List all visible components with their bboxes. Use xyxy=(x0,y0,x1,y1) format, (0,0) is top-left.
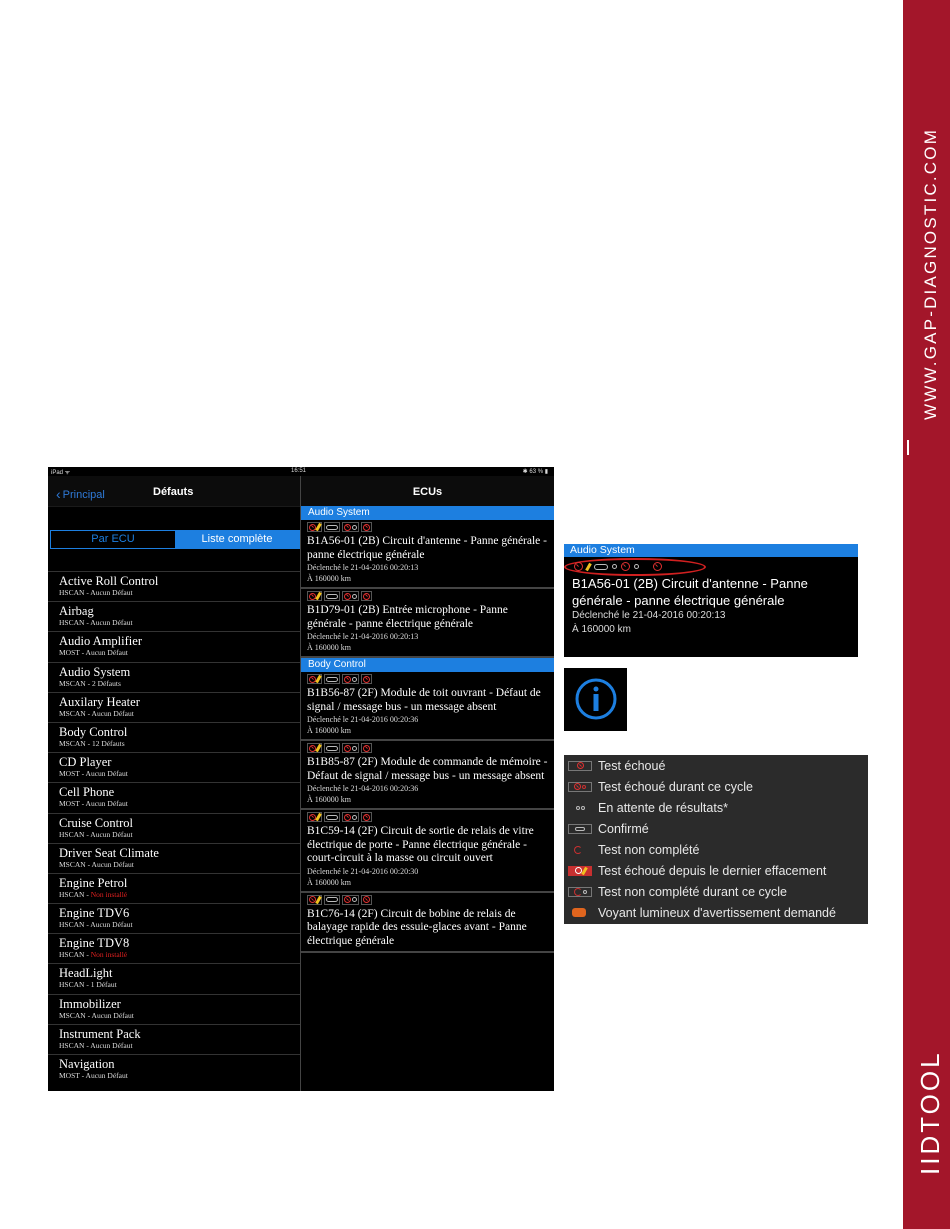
dtc-date: Déclenché le 21-04-2016 00:20:30 xyxy=(307,866,419,876)
ecu-list-item[interactable] xyxy=(48,1024,300,1054)
segment-liste-complete[interactable]: Liste complète xyxy=(175,531,299,548)
test-failed-icon xyxy=(361,591,372,601)
ecu-status: MOST - Aucun Défaut xyxy=(59,769,128,779)
test-failed-icon xyxy=(361,743,372,753)
ecu-fault-status: Non installé xyxy=(90,889,128,899)
legend-label: Test non complété durant ce cycle xyxy=(598,884,787,899)
legend-row xyxy=(564,839,868,860)
failed-pencil-icon xyxy=(307,591,322,601)
ecu-list-item[interactable] xyxy=(48,994,300,1024)
failed-cycle-icon xyxy=(342,895,359,905)
zoom-dtc-text: B1A56-01 (2B) Circuit d'antenne - Panne générale - panne électrique générale xyxy=(572,576,808,608)
test-failed-cycle-icon xyxy=(621,562,630,571)
failed-cycle-icon xyxy=(342,522,359,532)
ecu-bus: MOST xyxy=(59,799,80,809)
ecu-list-item[interactable] xyxy=(48,843,300,873)
legend-label: Test échoué xyxy=(598,758,666,773)
ecu-status: MOST - Aucun Défaut xyxy=(59,799,128,809)
red-circle-dot-icon xyxy=(568,781,594,792)
legend-label: Confirmé xyxy=(598,821,649,836)
failed-cycle-icon xyxy=(342,591,359,601)
dtc-date: Déclenché le 21-04-2016 00:20:36 xyxy=(307,715,419,724)
ecu-name: Audio Amplifier xyxy=(59,634,142,649)
ecu-name: Auxilary Heater xyxy=(59,694,140,709)
ecus-pane xyxy=(301,476,554,1091)
ecu-name: Navigation xyxy=(59,1057,115,1071)
zoom-dtc-date: Déclenché le 21-04-2016 00:20:13 xyxy=(572,610,726,621)
dtc-km: À 160000 km xyxy=(307,877,351,887)
ecu-status: MOST - Aucun Défaut xyxy=(59,1071,128,1080)
ecu-fault-status: Aucun Défaut xyxy=(85,1071,128,1080)
back-button[interactable] xyxy=(56,485,105,501)
test-failed-icon xyxy=(653,562,662,571)
rings-icon xyxy=(568,823,594,834)
ecu-status: HSCAN - Aucun Défaut xyxy=(59,588,133,597)
ecu-bus: HSCAN xyxy=(59,950,85,960)
ecu-name: Instrument Pack xyxy=(59,1026,141,1041)
confirmed-icon xyxy=(324,895,340,905)
legend-row xyxy=(564,755,868,776)
ecu-status: MSCAN - 2 Défauts xyxy=(59,678,121,688)
dtc-item[interactable] xyxy=(301,672,554,741)
confirmed-icon xyxy=(324,743,340,753)
ecu-bus: HSCAN xyxy=(59,1040,85,1050)
ecu-fault-status: 2 Défauts xyxy=(91,678,121,688)
ecu-fault-status: Aucun Défaut xyxy=(90,920,133,930)
ecu-bus: HSCAN xyxy=(59,829,85,839)
dtc-status-icons xyxy=(307,522,548,533)
ecu-status: HSCAN - Aucun Défaut xyxy=(59,1040,133,1050)
legend-label: Test échoué durant ce cycle xyxy=(598,779,753,794)
ecu-list-item[interactable] xyxy=(48,782,300,812)
ecu-fault-status: Aucun Défaut xyxy=(91,859,134,869)
zoom-section-header: Audio System xyxy=(564,544,858,557)
dtc-description: B1A56-01 (2B) Circuit d'antenne - Panne générale - panne électrique générale xyxy=(307,535,547,561)
failed-pencil-icon xyxy=(307,674,322,684)
ecu-fault-status: Aucun Défaut xyxy=(85,799,128,809)
dtc-status-icons xyxy=(307,812,548,823)
dtc-description: B1B56-87 (2F) Module de toit ouvrant - Défaut de signal / message bus - un message absent xyxy=(307,687,541,713)
ecu-status: MSCAN - Aucun Défaut xyxy=(59,859,134,869)
dtc-km: À 160000 km xyxy=(307,643,351,652)
ecu-status: MSCAN - Aucun Défaut xyxy=(59,708,134,718)
ecu-name: Airbag xyxy=(59,604,94,619)
failed-cycle-icon xyxy=(342,812,359,822)
test-failed-icon xyxy=(361,674,372,684)
pending-icon xyxy=(612,564,617,569)
ecu-status: HSCAN - Non installé xyxy=(59,950,128,960)
ecu-name: CD Player xyxy=(59,755,112,770)
ecu-fault-status: Non installé xyxy=(90,950,128,960)
right-navbar xyxy=(301,476,554,506)
test-failed-icon xyxy=(361,895,372,905)
dtc-date: Déclenché le 21-04-2016 00:20:13 xyxy=(307,563,419,572)
ecu-fault-status: Aucun Défaut xyxy=(90,1040,133,1050)
ecu-list-item[interactable] xyxy=(48,752,300,782)
website-url xyxy=(906,70,946,430)
legend-row xyxy=(564,776,868,797)
ecu-name: Engine Petrol xyxy=(59,875,128,890)
ecu-bus: HSCAN xyxy=(59,980,85,990)
ecu-list-item[interactable] xyxy=(48,601,300,631)
ecus-title: ECUs xyxy=(412,486,443,498)
ecu-bus: MSCAN xyxy=(59,738,86,748)
ecu-bus: MSCAN xyxy=(59,678,86,688)
ecu-bus: HSCAN xyxy=(59,920,85,930)
ecu-status: MSCAN - Aucun Défaut xyxy=(59,1010,134,1020)
ecu-list-item[interactable] xyxy=(48,722,300,752)
ipad-screenshot xyxy=(48,467,554,1091)
legend-row xyxy=(564,797,868,818)
dtc-km: À 160000 km xyxy=(307,726,351,735)
ecu-list-item[interactable] xyxy=(48,631,300,661)
failed-pencil-icon xyxy=(307,522,322,532)
red-ring-dot-icon xyxy=(568,886,594,897)
dtc-km: À 160000 km xyxy=(307,795,351,804)
dots-icon xyxy=(568,802,594,813)
confirmed-icon xyxy=(324,674,340,684)
segment-par-ecu[interactable]: Par ECU xyxy=(51,531,175,548)
legend-row xyxy=(564,818,868,839)
red-circle-icon xyxy=(568,760,594,771)
ecu-status: HSCAN - Aucun Défaut xyxy=(59,920,133,930)
zoomed-dtc-panel xyxy=(564,544,858,657)
dtc-item[interactable] xyxy=(301,893,554,954)
chevron-left-icon: ‹ xyxy=(56,486,61,502)
test-failed-icon xyxy=(361,812,372,822)
ecu-list-item[interactable] xyxy=(48,662,300,692)
ecu-bus: MSCAN xyxy=(59,708,86,718)
dot-icon xyxy=(634,564,639,569)
ecu-section-header: Body Control xyxy=(301,658,554,672)
page-title: Défauts xyxy=(153,486,194,498)
dtc-date: Déclenché le 21-04-2016 00:20:13 xyxy=(307,632,419,641)
banner-divider xyxy=(907,440,909,455)
ecu-name: Immobilizer xyxy=(59,996,121,1011)
dtc-status-icons xyxy=(307,674,548,685)
legend-label: Voyant lumineux d'avertissement demandé xyxy=(598,905,836,920)
orange-lamp-icon xyxy=(568,907,594,918)
legend-row xyxy=(564,881,868,902)
ecu-name: Body Control xyxy=(59,724,128,739)
legend-label: Test non complété xyxy=(598,842,700,857)
ecu-name: Driver Seat Climate xyxy=(59,845,159,860)
dtc-item[interactable] xyxy=(301,520,554,589)
pencil-icon xyxy=(585,562,592,570)
ecu-list-item[interactable] xyxy=(48,933,300,963)
failed-pencil-icon xyxy=(307,743,322,753)
left-navbar xyxy=(48,476,300,507)
dtc-km: À 160000 km xyxy=(307,574,351,583)
status-bar xyxy=(48,467,554,476)
dtc-description: B1D79-01 (2B) Entrée microphone - Panne générale - panne électrique générale xyxy=(307,604,508,630)
ecu-list-item[interactable] xyxy=(48,692,300,722)
confirmed-icon xyxy=(324,522,340,532)
view-segmented-control xyxy=(50,530,300,549)
ecu-list xyxy=(48,571,300,1084)
ecu-status: HSCAN - 1 Défaut xyxy=(59,980,117,990)
back-label: Principal xyxy=(62,489,105,501)
zoom-status-icons xyxy=(564,557,858,573)
ecu-name: Cell Phone xyxy=(59,785,115,800)
ecu-bus: MSCAN xyxy=(59,859,86,869)
icon-legend xyxy=(564,755,868,924)
dtc-description: B1B85-87 (2F) Module de commande de mémoire - Défaut de signal / message bus - un message absent xyxy=(307,756,548,782)
confirmed-icon xyxy=(324,591,340,601)
ecu-bus: MOST xyxy=(59,769,80,779)
ecu-list-item[interactable] xyxy=(48,903,300,933)
ecu-name: Engine TDV6 xyxy=(59,906,130,921)
dtc-item[interactable] xyxy=(301,741,554,810)
ecu-fault-status: Aucun Défaut xyxy=(91,708,134,718)
failed-pencil-icon xyxy=(307,812,322,822)
ecu-bus: MSCAN xyxy=(59,1010,86,1020)
ecu-fault-status: Aucun Défaut xyxy=(90,618,133,628)
svg-text:IIDTOOL: IIDTOOL xyxy=(915,1050,945,1175)
ecu-fault-status: Aucun Défaut xyxy=(91,1010,134,1020)
ecu-section-header: Audio System xyxy=(301,506,554,520)
clock: 16:51 xyxy=(291,468,307,474)
legend-row xyxy=(564,860,868,881)
dtc-list xyxy=(301,506,554,953)
ecu-bus: MOST xyxy=(59,648,80,658)
test-failed-icon xyxy=(574,562,583,571)
failed-cycle-icon xyxy=(342,674,359,684)
dtc-item[interactable] xyxy=(301,589,554,658)
confirmed-icon xyxy=(324,812,340,822)
ecu-name: Cruise Control xyxy=(59,815,133,830)
ecu-status: HSCAN - Aucun Défaut xyxy=(59,618,133,628)
zoom-dtc-km: À 160000 km xyxy=(572,624,631,635)
dtc-description: B1C76-14 (2F) Circuit de bobine de relais de balayage rapide des essuie-glaces avant - Panne électrique générale xyxy=(307,907,527,947)
dtc-date: Déclenché le 21-04-2016 00:20:36 xyxy=(307,784,419,793)
legend-label: En attente de résultats* xyxy=(598,800,728,815)
ecu-status: MSCAN - 12 Défauts xyxy=(59,738,125,748)
faults-pane xyxy=(48,476,300,1091)
legend-row xyxy=(564,902,868,923)
ecu-name: Engine TDV8 xyxy=(59,936,130,951)
brand-logo xyxy=(906,1030,946,1180)
test-failed-icon xyxy=(361,522,372,532)
ecu-bus: HSCAN xyxy=(59,588,85,597)
dtc-item[interactable] xyxy=(301,810,554,893)
device-label: iPad ᯤ xyxy=(51,470,71,476)
ecu-bus: HSCAN xyxy=(59,889,85,899)
confirmed-icon xyxy=(594,564,608,570)
ecu-fault-status: 12 Défauts xyxy=(91,738,125,748)
dtc-status-icons xyxy=(307,895,548,906)
ecu-fault-status: 1 Défaut xyxy=(90,980,117,990)
ecu-status: HSCAN - Aucun Défaut xyxy=(59,829,133,839)
dtc-status-icons xyxy=(307,591,548,602)
ecu-fault-status: Aucun Défaut xyxy=(85,648,128,658)
svg-text:WWW.GAP-DIAGNOSTIC.COM: WWW.GAP-DIAGNOSTIC.COM xyxy=(921,127,940,420)
ecu-list-item[interactable] xyxy=(48,813,300,843)
red-circle-pencil-icon xyxy=(568,865,594,876)
failed-pencil-icon xyxy=(307,895,322,905)
dtc-status-icons xyxy=(307,743,548,754)
ecu-list-item[interactable] xyxy=(48,873,300,903)
legend-label: Test échoué depuis le dernier effacement xyxy=(598,863,827,878)
ecu-name: Active Roll Control xyxy=(59,574,159,588)
failed-cycle-icon xyxy=(342,743,359,753)
ecu-fault-status: Aucun Défaut xyxy=(90,588,133,597)
red-ring-icon xyxy=(568,844,594,855)
ecu-bus: HSCAN xyxy=(59,618,85,628)
ecu-name: Audio System xyxy=(59,664,131,679)
dtc-description: B1C59-14 (2F) Circuit de sortie de relais de vitre électrique de porte - Panne électrique générale - court-circuit à la masse ou circuit ouvert xyxy=(307,825,534,864)
ecu-status: HSCAN - Non installé xyxy=(59,889,128,899)
ecu-status: MOST - Aucun Défaut xyxy=(59,648,128,658)
ecu-fault-status: Aucun Défaut xyxy=(90,829,133,839)
info-icon xyxy=(564,668,627,731)
ecu-list-item[interactable] xyxy=(48,1054,300,1084)
ecu-bus: MOST xyxy=(59,1071,80,1080)
battery-status: ✱ 63 % ▮ xyxy=(522,469,548,475)
ecu-list-item[interactable] xyxy=(48,963,300,993)
ecu-list-item[interactable] xyxy=(48,571,300,601)
ecu-name: HeadLight xyxy=(59,966,113,981)
ecu-fault-status: Aucun Défaut xyxy=(85,769,128,779)
